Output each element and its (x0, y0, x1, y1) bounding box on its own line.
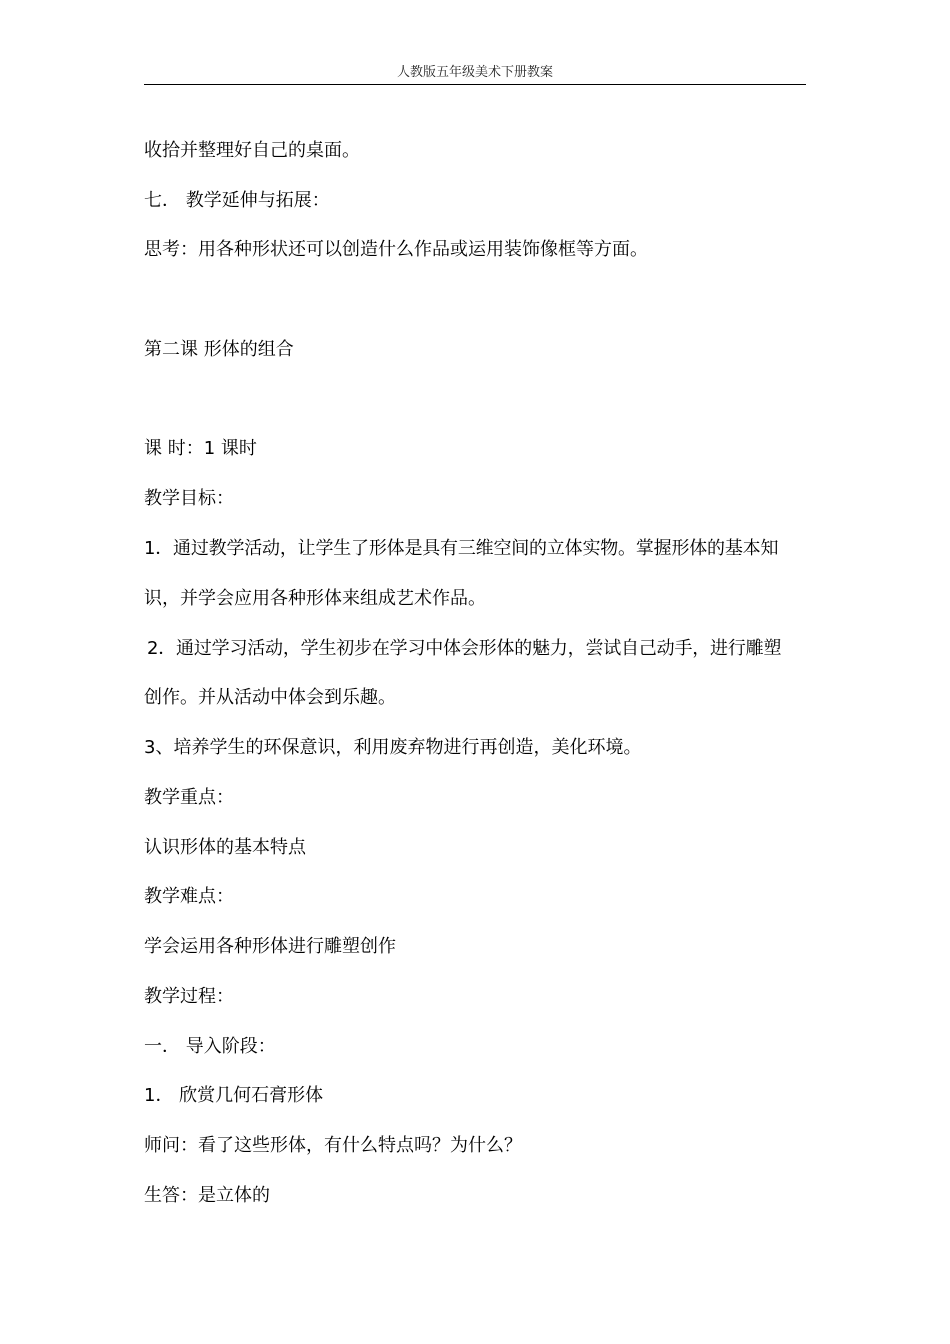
text-line: 认识形体的基本特点 (144, 837, 306, 858)
text-line: 学会运用各种形体进行雕塑创作 (144, 936, 396, 957)
text-line: 3、培养学生的环保意识，利用废弃物进行再创造，美化环境。 (144, 737, 642, 758)
text-line: 收拾并整理好自己的桌面。 (144, 140, 360, 161)
header-title: 人教版五年级美术下册教案 (396, 65, 553, 80)
section-heading: 教学难点： (144, 886, 234, 907)
section-heading: 七． 教学延伸与拓展： (144, 190, 330, 211)
text-line: 2．通过学习活动，学生初步在学习中体会形体的魅力，尝试自己动手，进行雕塑 (147, 638, 782, 659)
section-heading: 教学目标： (144, 488, 234, 509)
section-heading: 教学重点： (144, 787, 234, 808)
text-line: 创作。并从活动中体会到乐趣。 (144, 687, 396, 708)
section-heading: 一． 导入阶段： (144, 1036, 276, 1057)
text-line: 思考：用各种形状还可以创造什么作品或运用装饰像框等方面。 (144, 239, 648, 260)
lesson-title: 第二课 形体的组合 (144, 339, 294, 360)
text-line: 师问：看了这些形体，有什么特点吗？为什么？ (144, 1135, 522, 1156)
page-header (144, 64, 806, 85)
text-line: 生答：是立体的 (144, 1185, 270, 1206)
section-heading: 教学过程： (144, 986, 234, 1007)
text-line: 1．通过教学活动，让学生了形体是具有三维空间的立体实物。掌握形体的基本知 (144, 538, 779, 559)
text-line: 课 时：1 课时 (144, 438, 257, 459)
text-line: 识，并学会应用各种形体来组成艺术作品。 (144, 588, 486, 609)
text-line: 1． 欣赏几何石膏形体 (144, 1085, 324, 1106)
